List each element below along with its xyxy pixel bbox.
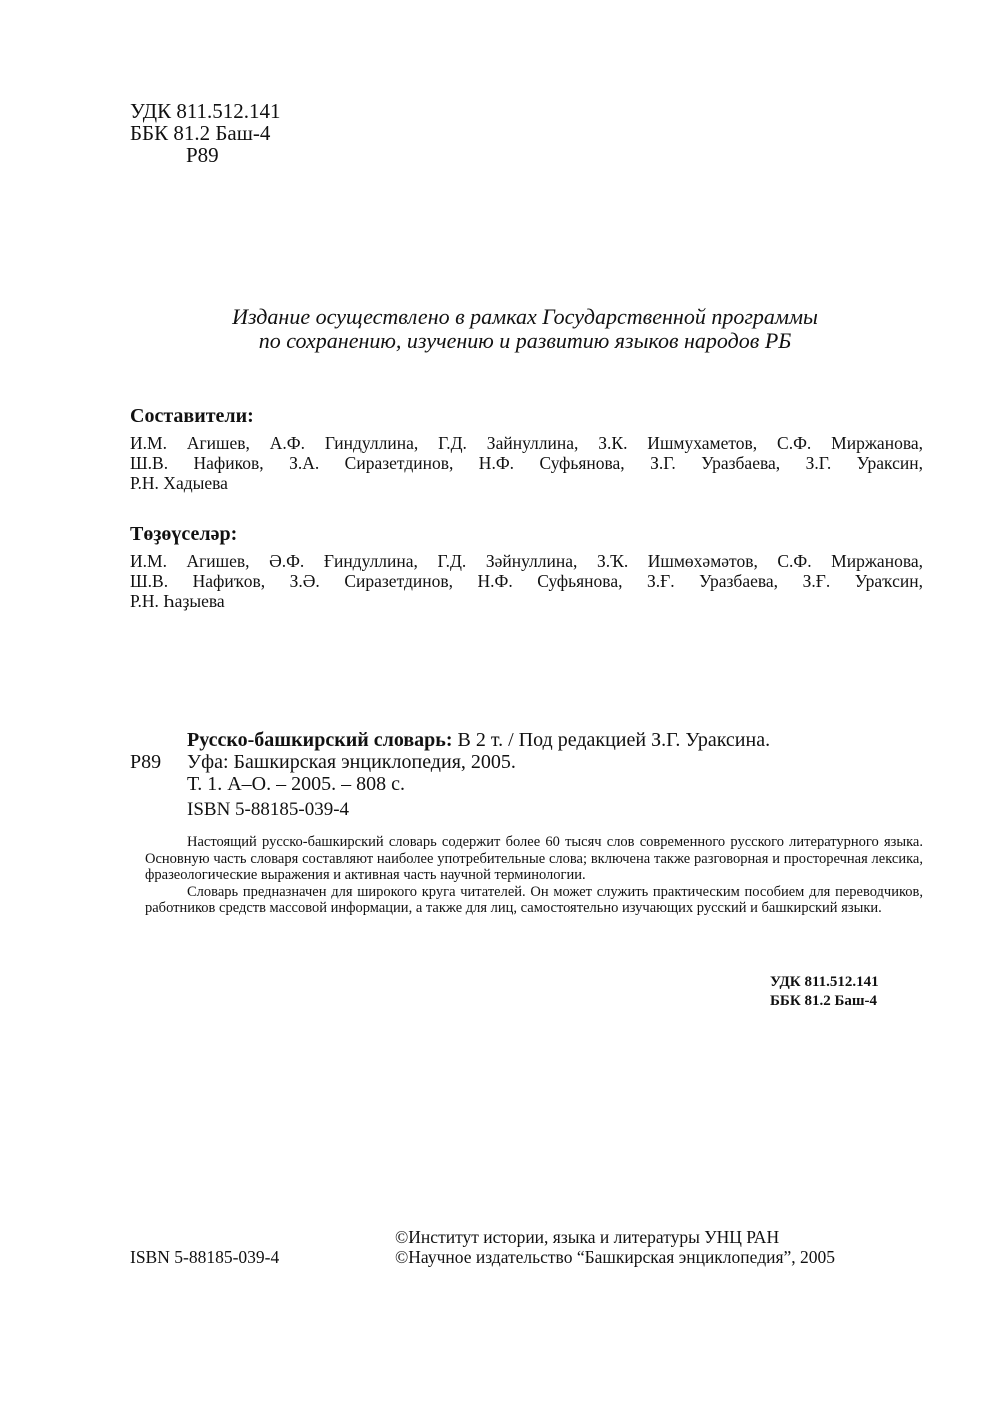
footer-isbn: ISBN 5-88185-039-4: [130, 1247, 280, 1267]
bib-author-mark: Р89: [130, 751, 162, 773]
program-note-line: по сохранению, изучению и развитию языков народов РБ: [258, 328, 792, 353]
bib-title: Русско-башкирский словарь:: [187, 729, 453, 751]
bbk-code: ББК 81.2 Баш-4: [130, 121, 271, 145]
program-note: [130, 305, 920, 353]
bib-title-rest: В 2 т. / Под редакцией З.Г. Ураксина.: [452, 729, 771, 751]
abstract-paragraph: Настоящий русско-башкирский словарь содержит более 60 тысяч слов современного русского литературного языка. Основную часть словаря составляют наиболее употребительные слова; включена также разговорная и просторечная лексика, фразеологические выражения и активная часть научной терминологии.: [145, 834, 923, 883]
bib-publisher-line: Уфа: Башкирская энциклопедия, 2005.: [187, 751, 516, 773]
bib-isbn: ISBN 5-88185-039-4: [187, 799, 350, 820]
compilers-ru-line: И.М. Агишев, А.Ф. Гиндуллина, Г.Д. Зайнуллина, З.К. Ишмухаметов, С.Ф. Миржанова,: [130, 433, 923, 453]
abstract: [145, 834, 923, 917]
compilers-ba-title: Төҙөүселәр:: [130, 523, 238, 545]
udk-code: УДК 811.512.141: [130, 99, 281, 123]
classification-codes: [130, 100, 281, 166]
author-mark: Р89: [186, 143, 219, 167]
compilers-ba-line: Ш.В. Нафиҡов, З.Ә. Сиразетдинов, Н.Ф. Суфьянова, З.Ғ. Уразбаева, З.Ғ. Ураҡсин,: [130, 571, 923, 591]
compilers-ba-line: Р.Н. Һаҙыева: [130, 591, 225, 611]
program-note-line: Издание осуществлено в рамках Государственной программы: [232, 304, 818, 329]
compilers-ba-list: [130, 551, 923, 611]
footer-udk-code: УДК 811.512.141: [770, 974, 879, 990]
footer-bbk-code: ББК 81.2 Баш-4: [770, 993, 878, 1009]
copyright-institute: ©Институт истории, языка и литературы УНЦ РАН: [395, 1227, 780, 1247]
compilers-ru-list: [130, 433, 923, 493]
compilers-ba-line: И.М. Агишев, Ә.Ф. Ғиндуллина, Г.Д. Зәйнуллина, З.Ҡ. Ишмөхәмәтов, С.Ф. Миржанова,: [130, 551, 923, 571]
bibliographic-record: [187, 729, 927, 795]
bib-volume-line: Т. 1. А–О. – 2005. – 808 с.: [187, 773, 405, 795]
abstract-paragraph: Словарь предназначен для широкого круга читателей. Он может служить практическим пособием для переводчиков, работников средств массовой информации, а также для лиц, самостоятельно изучающих русский и башкирский языки.: [145, 883, 923, 916]
compilers-ru-line: Ш.В. Нафиков, З.А. Сиразетдинов, Н.Ф. Суфьянова, З.Г. Уразбаева, З.Г. Ураксин,: [130, 453, 923, 473]
bib-title-line: [187, 729, 927, 751]
compilers-ru-title: Составители:: [130, 405, 254, 427]
copyright-block: [395, 1227, 835, 1267]
copyright-publisher: ©Научное издательство “Башкирская энциклопедия”, 2005: [395, 1247, 836, 1267]
compilers-ru-line: Р.Н. Хадыева: [130, 473, 228, 493]
footer-classification-codes: [770, 973, 920, 1011]
